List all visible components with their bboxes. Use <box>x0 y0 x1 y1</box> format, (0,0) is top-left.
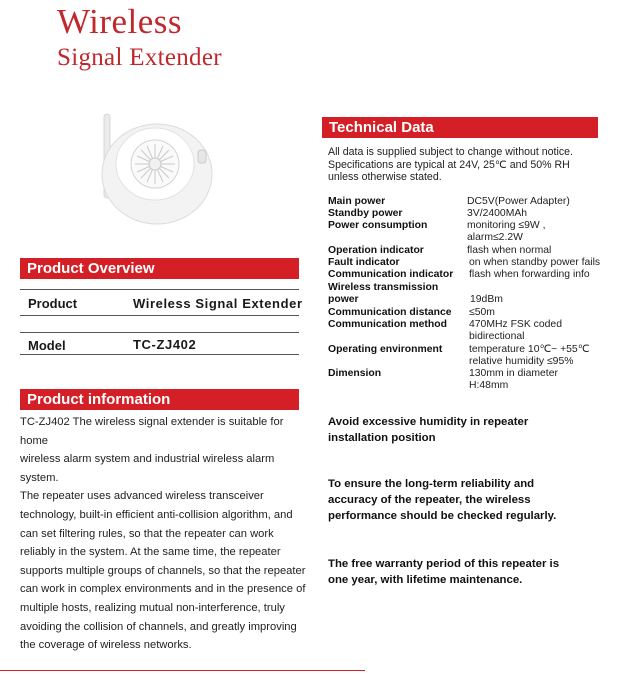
notice-line: All data is supplied subject to change without notice. <box>328 146 573 158</box>
spec-power-consumption-label: Power consumption <box>328 220 428 231</box>
bottom-accent-line <box>0 670 365 671</box>
spec-communication-distance-label: Communication distance <box>328 307 452 318</box>
spec-power-consumption-value: monitoring ≤9W , <box>467 220 546 231</box>
product-overview-heading: Product Overview <box>20 258 299 279</box>
spec-communication-distance-value: ≤50m <box>469 307 495 318</box>
description-line: reliably in the system. At the same time, the repeater <box>20 546 281 559</box>
spec-operation-indicator-value: flash when normal <box>467 245 552 256</box>
divider <box>20 332 299 333</box>
divider <box>20 354 299 355</box>
description-line: avoiding the collision of channels, and greatly improving <box>20 620 297 633</box>
technical-data-heading: Technical Data <box>322 117 598 138</box>
product-information-heading: Product information <box>20 389 299 410</box>
spec-operating-environment-value-2: relative humidity ≤95% <box>469 356 574 367</box>
product-image <box>95 108 225 238</box>
spec-power-consumption-value-2: alarm≤2.2W <box>467 232 523 243</box>
note-line: Avoid excessive humidity in repeater <box>328 416 529 428</box>
spec-fault-indicator-value: on when standby power fails <box>469 257 601 268</box>
spec-transmission-power-value: 19dBm <box>470 294 503 305</box>
description-line: The repeater uses advanced wireless transceiver <box>20 490 264 503</box>
reliability-note <box>328 477 613 524</box>
note-line: accuracy of the repeater, the wireless <box>328 493 531 506</box>
description-line: can set filtering rules, so that the repeater can work <box>20 527 274 540</box>
spec-transmission-power-label: Wireless transmission <box>328 282 439 293</box>
spec-communication-indicator-value: flash when forwarding info <box>469 269 590 280</box>
spec-main-power-value: DC5V(Power Adapter) <box>467 196 570 207</box>
note-line: performance should be checked regularly. <box>328 509 557 522</box>
spec-main-power-label: Main power <box>328 196 386 207</box>
title-signal-extender: Signal Extender <box>57 44 222 71</box>
spec-operating-environment-label: Operating environment <box>328 344 443 355</box>
warranty-note <box>328 557 613 589</box>
notice-line: unless otherwise stated. <box>328 171 442 184</box>
description-line: wireless alarm system and industrial wireless alarm system. <box>20 453 275 484</box>
description-line: TC-ZJ402 The wireless signal extender is suitable for home <box>20 416 284 447</box>
spec-dimension-value: 130mm in diameter <box>469 368 558 379</box>
spec-operating-environment-value: temperature 10℃~ +55℃ <box>469 344 590 355</box>
title-wireless: Wireless <box>57 2 183 41</box>
description-line: technology, built-in efficient anti-collision algorithm, and <box>20 508 293 521</box>
spec-transmission-power-label-2: power <box>328 294 359 305</box>
spec-notice <box>328 146 608 184</box>
spec-communication-indicator-label: Communication indicator <box>328 269 454 280</box>
divider <box>20 315 299 316</box>
spec-communication-method-value: 470MHz FSK coded <box>469 319 562 330</box>
description-line: can work in complex environments and in the presence of <box>20 583 306 596</box>
spec-dimension-value-2: H:48mm <box>469 380 509 391</box>
product-label: Product <box>28 296 78 311</box>
model-label: Model <box>28 338 66 353</box>
note-line: installation position <box>328 431 436 444</box>
spec-operation-indicator-label: Operation indicator <box>328 245 424 256</box>
spec-standby-power-value: 3V/2400MAh <box>467 208 528 219</box>
humidity-note <box>328 415 613 447</box>
model-value: TC-ZJ402 <box>133 337 197 352</box>
note-line: To ensure the long-term reliability and <box>328 478 535 490</box>
spec-dimension-label: Dimension <box>328 368 382 379</box>
product-value: Wireless Signal Extender <box>133 296 303 311</box>
wireless-extender-device-icon <box>95 108 225 238</box>
description-line: supports multiple groups of channels, so that the repeater <box>20 564 306 577</box>
product-description <box>20 413 310 655</box>
note-line: The free warranty period of this repeater is <box>328 558 560 570</box>
spec-fault-indicator-label: Fault indicator <box>328 257 400 268</box>
note-line: one year, with lifetime maintenance. <box>328 573 523 586</box>
spec-communication-method-value-2: bidirectional <box>469 331 525 342</box>
description-line: the coverage of wireless networks. <box>20 639 192 652</box>
notice-line: Specifications are typical at 24V, 25℃ and 50% RH <box>328 158 570 171</box>
spec-standby-power-label: Standby power <box>328 208 403 219</box>
description-line: multiple hosts, realizing mutual non-interference, truly <box>20 601 285 614</box>
divider <box>20 289 299 290</box>
spec-communication-method-label: Communication method <box>328 319 447 330</box>
